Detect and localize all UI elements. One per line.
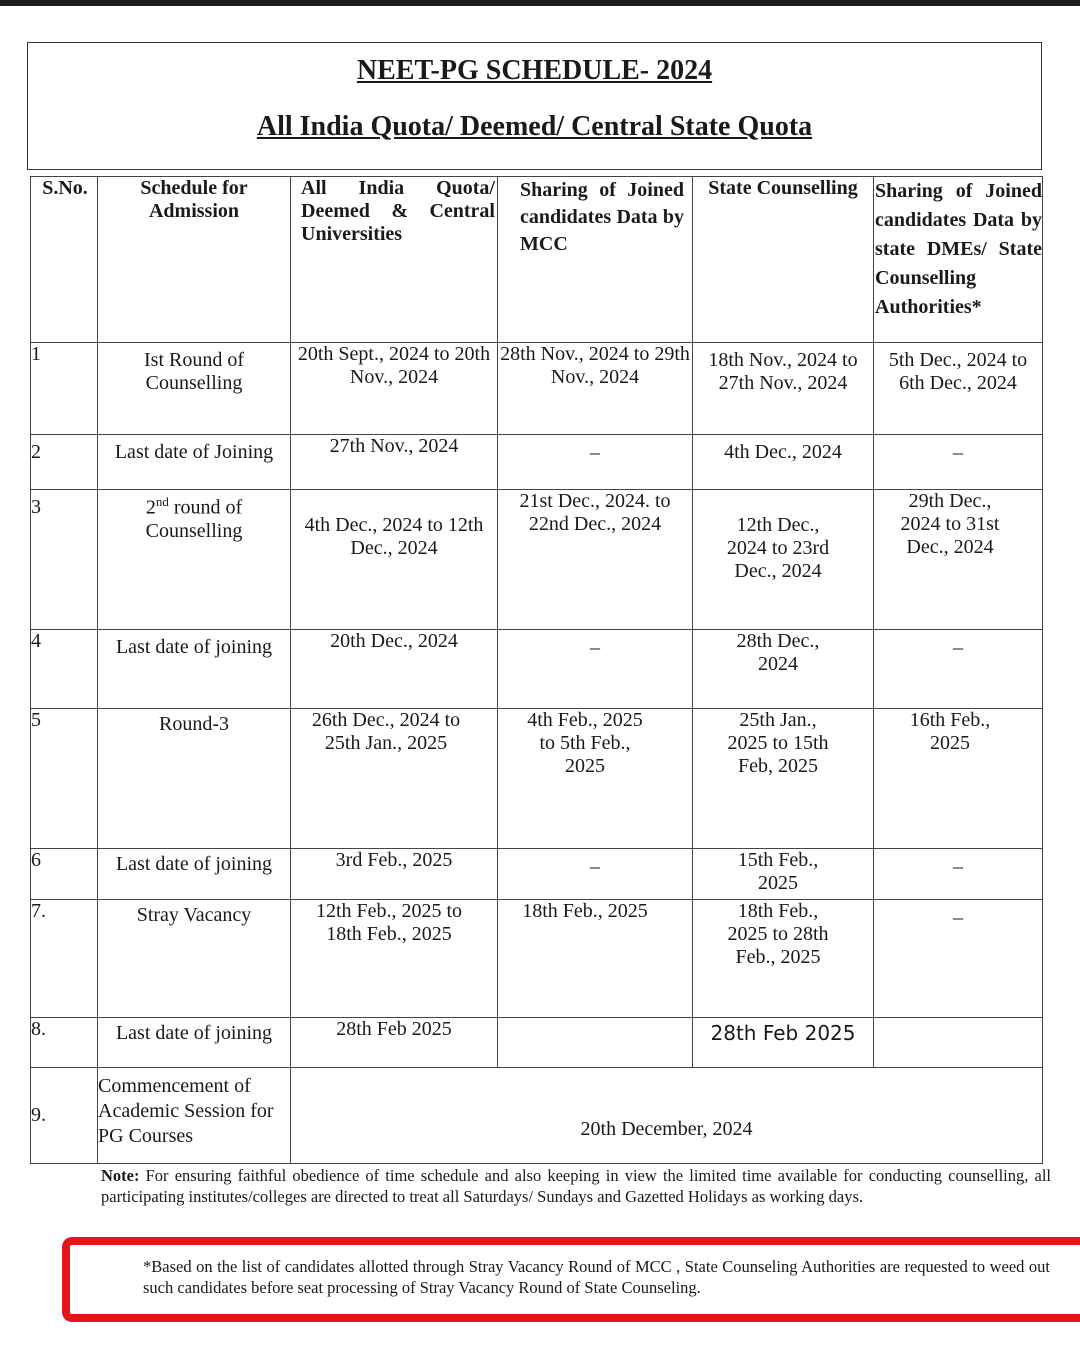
highlight-text: *Based on the list of candidates allotted through Stray Vacancy Round of MCC , State Counseling Authorities are requested to weed out such candidates before seat processing of Stray Vacancy Round of State Counseling. <box>143 1257 1050 1297</box>
row-sno: 6 <box>31 849 98 900</box>
row-state: 28th Feb 2025 <box>693 1018 874 1068</box>
row-mcc: 18th Feb., 2025 <box>498 900 693 1018</box>
row-sno: 4 <box>31 630 98 709</box>
row-mcc: 28th Nov., 2024 to 29th Nov., 2024 <box>498 343 693 435</box>
row-schedule <box>98 490 291 630</box>
row-state: 28th Dec., 2024 <box>693 630 874 709</box>
note-text <box>101 1165 1051 1207</box>
row-schedule: Stray Vacancy <box>98 900 291 1018</box>
row-aiq: 12th Feb., 2025 to 18th Feb., 2025 <box>291 900 498 1018</box>
row-schedule: Last date of Joining <box>98 435 291 490</box>
table-row <box>31 709 1043 849</box>
row-sno: 5 <box>31 709 98 849</box>
top-bar <box>0 0 1080 6</box>
table-row <box>31 1018 1043 1068</box>
col-header-state-sharing: Sharing of Joined candidates Data by state DMEs/ State Counselling Authorities* <box>874 177 1043 343</box>
row-state-share: _ <box>874 435 1043 490</box>
row-state: 18th Nov., 2024 to 27th Nov., 2024 <box>693 343 874 435</box>
note-label: Note: <box>101 1166 140 1185</box>
table-row <box>31 900 1043 1018</box>
row-state: 18th Feb., 2025 to 28th Feb., 2025 <box>693 900 874 1018</box>
row-mcc <box>498 1018 693 1068</box>
row-state-share: 16th Feb., 2025 <box>874 709 1043 849</box>
row-merged-date: 20th December, 2024 <box>291 1068 1043 1164</box>
col-header-mcc-sharing: Sharing of Joined candidates Data by MCC <box>498 177 693 343</box>
row-sno: 2 <box>31 435 98 490</box>
col-header-state-counselling: State Counselling <box>693 177 874 343</box>
table-row <box>31 435 1043 490</box>
row-schedule-number: 2 <box>145 496 156 519</box>
row-aiq: 20th Dec., 2024 <box>291 630 498 709</box>
row-mcc: _ <box>498 435 693 490</box>
row-state: 4th Dec., 2024 <box>693 435 874 490</box>
table-row <box>31 343 1043 435</box>
row-schedule: Commencement of Academic Session for PG Courses <box>98 1068 291 1164</box>
page-subtitle: All India Quota/ Deemed/ Central State Quota <box>256 111 813 142</box>
col-header-sno: S.No. <box>31 177 98 343</box>
note-body: For ensuring faithful obedience of time schedule and also keeping in view the limited time available for conducting counselling, all participating institutes/colleges are directed to treat all Saturdays/ Sundays and Gazetted Holidays as working days. <box>101 1166 1051 1206</box>
table-row <box>31 490 1043 630</box>
schedule-table <box>30 176 1043 1164</box>
row-state-share: 29th Dec., 2024 to 31st Dec., 2024 <box>874 490 1043 630</box>
table-row <box>31 630 1043 709</box>
row-mcc: _ <box>498 849 693 900</box>
row-state: 12th Dec., 2024 to 23rd Dec., 2024 <box>693 490 874 630</box>
row-sno: 8. <box>31 1018 98 1068</box>
row-aiq: 26th Dec., 2024 to 25th Jan., 2025 <box>291 709 498 849</box>
table-row <box>31 849 1043 900</box>
row-state-share: 5th Dec., 2024 to 6th Dec., 2024 <box>874 343 1043 435</box>
row-state-share: _ <box>874 849 1043 900</box>
row-sno: 1 <box>31 343 98 435</box>
row-sno: 3 <box>31 490 98 630</box>
row-sno: 7. <box>31 900 98 1018</box>
table-header-row <box>31 177 1043 343</box>
row-schedule: Last date of joining <box>98 849 291 900</box>
row-aiq: 4th Dec., 2024 to 12th Dec., 2024 <box>291 490 498 630</box>
row-mcc: 4th Feb., 2025 to 5th Feb., 2025 <box>498 709 693 849</box>
row-aiq: 27th Nov., 2024 <box>291 435 498 490</box>
row-schedule: Last date of joining <box>98 630 291 709</box>
row-schedule: Round-3 <box>98 709 291 849</box>
row-mcc: _ <box>498 630 693 709</box>
row-aiq: 28th Feb 2025 <box>291 1018 498 1068</box>
row-state-share: _ <box>874 630 1043 709</box>
row-schedule-ordinal: nd <box>155 494 169 509</box>
row-schedule: Ist Round of Counselling <box>98 343 291 435</box>
row-aiq: 20th Sept., 2024 to 20th Nov., 2024 <box>291 343 498 435</box>
row-state-share <box>874 1018 1043 1068</box>
row-state: 15th Feb., 2025 <box>693 849 874 900</box>
row-aiq: 3rd Feb., 2025 <box>291 849 498 900</box>
table-row <box>31 1068 1043 1164</box>
title-box <box>27 42 1042 170</box>
col-header-schedule: Schedule for Admission <box>98 177 291 343</box>
row-schedule: Last date of joining <box>98 1018 291 1068</box>
row-sno: 9. <box>31 1068 98 1164</box>
row-state: 25th Jan., 2025 to 15th Feb, 2025 <box>693 709 874 849</box>
col-header-aiq: All India Quota/ Deemed & Central Universities <box>291 177 498 343</box>
row-state-share: _ <box>874 900 1043 1018</box>
row-mcc: 21st Dec., 2024. to 22nd Dec., 2024 <box>498 490 693 630</box>
row-schedule-text: round of Counselling <box>145 496 243 542</box>
page-title: NEET-PG SCHEDULE- 2024 <box>356 55 713 86</box>
